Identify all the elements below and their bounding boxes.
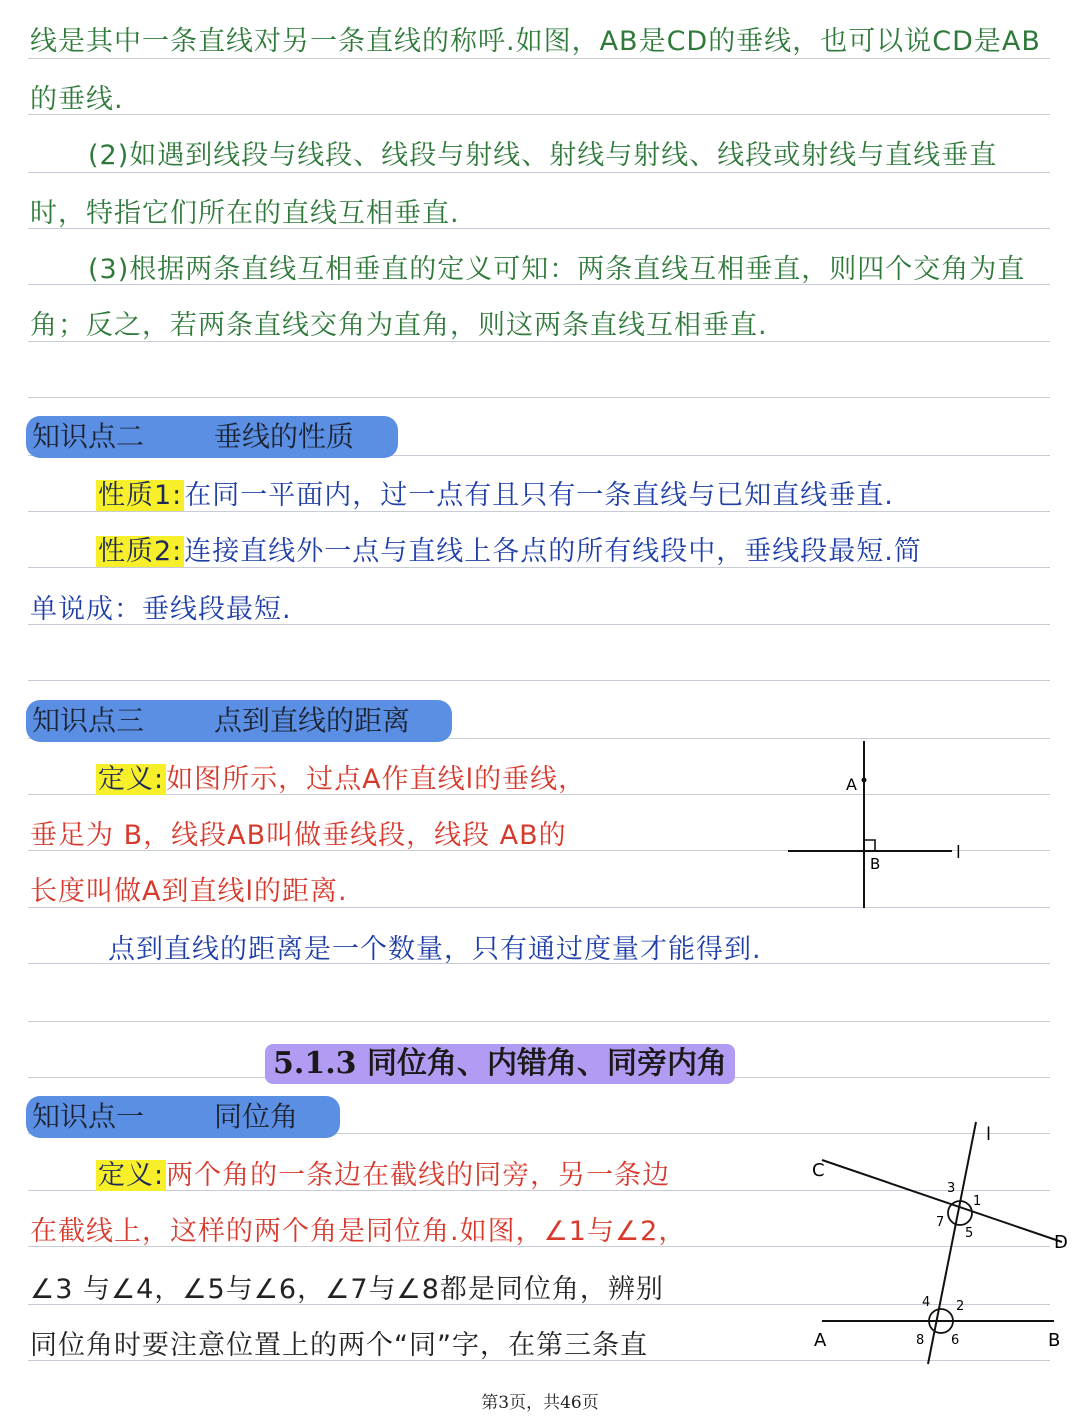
fig2-label-c: C [812, 1160, 825, 1181]
fig2-label-d: D [1054, 1232, 1068, 1253]
kp2-prop2-line2: 单说成：垂线段最短. [30, 594, 292, 625]
angle-7: 7 [936, 1215, 945, 1230]
kp2-heading-title: 垂线的性质 [214, 420, 355, 453]
prop1-label: 性质1: [98, 480, 183, 511]
prop2-label: 性质2: [98, 536, 183, 567]
angle-2: 2 [956, 1299, 965, 1314]
para1-line1: 线是其中一条直线对另一条直线的称呼.如图，AB是CD的垂线，也可以说CD是AB [30, 26, 1041, 57]
kp1-def-line2: 在截线上，这样的两个角是同位角.如图，∠1与∠2， [30, 1216, 687, 1247]
kp3-def-line1 [96, 760, 586, 800]
prop2-text: 连接直线外一点与直线上各点的所有线段中，垂线段最短.简 [184, 536, 922, 567]
fig1-label-a: A [846, 775, 857, 794]
angle-5: 5 [965, 1226, 974, 1241]
transversal-figure [800, 1116, 1080, 1366]
kp2-prop2 [96, 532, 922, 572]
kp3-heading [26, 700, 452, 742]
kp2-prop1 [96, 476, 894, 516]
fig2-label-a: A [814, 1330, 827, 1351]
kp1-line4: 同位角时要注意位置上的两个“同”字，在第三条直 [30, 1330, 648, 1361]
kp3-def-label: 定义: [98, 764, 165, 795]
prop1-text: 在同一平面内，过一点有且只有一条直线与已知直线垂直. [184, 480, 894, 511]
page-footer: 第3页，共46页 [481, 1393, 599, 1413]
para2-line1: (2)如遇到线段与线段、线段与射线、射线与射线、线段或射线与直线垂直 [88, 140, 998, 171]
kp1-heading-title: 同位角 [214, 1100, 299, 1133]
angle-4: 4 [922, 1295, 931, 1310]
kp3-def-line3: 长度叫做A到直线l的距离. [30, 876, 348, 907]
angle-6: 6 [951, 1333, 960, 1348]
kp1-line3: ∠3 与∠4，∠5与∠6，∠7与∠8都是同位角，辨别 [30, 1274, 664, 1305]
fig2-label-b: B [1048, 1330, 1061, 1351]
section-title: 5.1.3 同位角、内错角、同旁内角 [265, 1044, 735, 1084]
angle-1: 1 [973, 1194, 982, 1209]
para3-line2: 角；反之，若两条直线交角为直角，则这两条直线互相垂直. [30, 310, 768, 341]
para1-line2: 的垂线. [30, 84, 124, 115]
kp3-note: 点到直线的距离是一个数量，只有通过度量才能得到. [108, 934, 762, 965]
kp1-def-label: 定义: [98, 1160, 165, 1191]
angle-3: 3 [947, 1181, 956, 1196]
kp1-def-line1 [96, 1156, 670, 1196]
kp3-heading-label: 知识点三 [32, 704, 145, 737]
kp2-heading-label: 知识点二 [32, 420, 145, 453]
kp1-def-text: 两个角的一条边在截线的同旁，另一条边 [166, 1160, 671, 1191]
perpendicular-figure [780, 736, 980, 916]
fig2-label-l: l [986, 1124, 992, 1145]
kp2-heading [26, 416, 398, 458]
para2-line2: 时，特指它们所在的直线互相垂直. [30, 198, 460, 229]
fig1-label-b: B [870, 855, 881, 873]
fig1-label-l: l [956, 843, 961, 863]
kp3-def-line2: 垂足为 B，线段AB叫做垂线段，线段 AB的 [30, 820, 567, 851]
kp1-heading-label: 知识点一 [32, 1100, 145, 1133]
kp3-def-text: 如图所示，过点A作直线l的垂线， [166, 764, 587, 795]
para3-line1: (3)根据两条直线互相垂直的定义可知：两条直线互相垂直，则四个交角为直 [88, 254, 1026, 285]
angle-8: 8 [916, 1333, 925, 1348]
kp3-heading-title: 点到直线的距离 [214, 704, 411, 737]
kp1-heading [26, 1096, 340, 1138]
